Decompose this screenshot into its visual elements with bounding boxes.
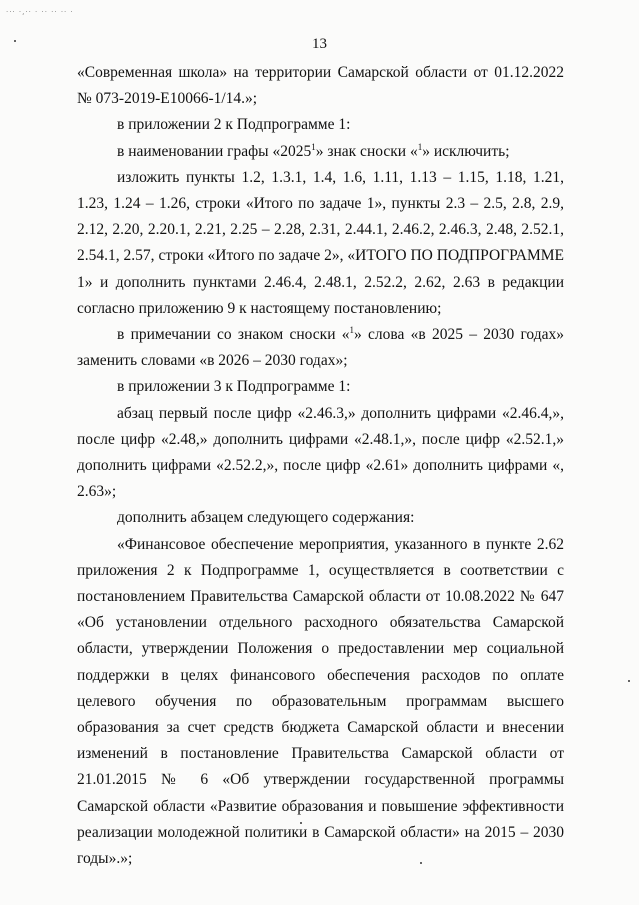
scan-speck [14, 40, 16, 42]
scan-speck [420, 862, 422, 864]
paragraph-add-section: дополнить абзацем следующего содержания: [117, 509, 415, 527]
page-number: 13 [312, 36, 327, 52]
paragraph-digits-addition: абзац первый после цифр «2.46.3,» дополнить цифрами «2.46.4,», после цифр «2.48,» дополнить цифрами «2.48.1,», после цифр «2.52.1,» дополнить цифрами «2.52.2,», после цифр «2.61» дополнить цифрами «, 2.63»; [77, 404, 564, 501]
paragraph-note-replacement: в примечании со знаком сноски «$^1$» слова «в 2025 – 2030 годах» заменить словами «в 2026 – 2030 годах»; [77, 325, 564, 370]
scan-speck [628, 680, 630, 682]
paragraph-financing-provision: «Финансовое обеспечение мероприятия, указанного в пункте 2.62 приложения 2 к Подпрограмме 1, осуществляется в соответствии с постановлением Правительства Самарской области от 10.08.2022 № 647 «Об установлении отдельного расходного обязательства Самарской области, утверждении Положения о предоставлении мер социальной поддержки в целях финансового обеспечения расходов по оплате целевого обучения по образовательным программам высшего образования за счет средств бюджета Самарской области и внесении изменений в постановление Правительства Самарской области от 21.01.2015 № 6 «Об утверждении государственной программы Самарской области «Развитие образования и повышение эффективности реализации молодежной политики в Самарской области» на 2015 – 2030 годы».»; [77, 535, 564, 868]
scan-speck [300, 822, 302, 824]
scan-artifact-marks: ··· ·,·· · ·· ·· ·· · [6, 8, 74, 16]
footnote-mark: 1 [417, 141, 423, 152]
document-body [77, 60, 564, 872]
paragraph-school-reference: «Современная школа» на территории Самарской области от 01.12.2022 № 073-2019-Е10066-1/14.»; [77, 64, 564, 108]
paragraph-appendix-3-intro: в приложении 3 к Подпрограмме 1: [117, 378, 351, 396]
footnote-mark: 1 [349, 325, 354, 336]
footnote-mark: 1 [311, 141, 316, 152]
paragraph-appendix-2-intro: в приложении 2 к Подпрограмме 1: [117, 116, 351, 134]
paragraph-items-revision: изложить пункты 1.2, 1.3.1, 1.4, 1.6, 1.11, 1.13 – 1.15, 1.18, 1.21, 1.23, 1.24 – 1.26, строки «Итого по задаче 1», пункты 2.3 – 2.5, 2.8, 2.9, 2.12, 2.20, 2.20.1, 2.21, 2.25 – 2.28, 2.31, 2.44.1, 2.46.2, 2.46.3, 2.48, 2.52.1, 2.54.1, 2.57, строки «Итого по задаче 2», «ИТОГО ПО ПОДПРОГРАММЕ 1» и дополнить пунктами 2.46.4, 2.48.1, 2.52.2, 2.62, 2.63 в редакции согласно приложению 9 к настоящему постановлению; [77, 168, 564, 317]
paragraph-footnote-removal: в наименовании графы «2025$^1$» знак сноски «$^1$» исключить; [117, 141, 510, 160]
